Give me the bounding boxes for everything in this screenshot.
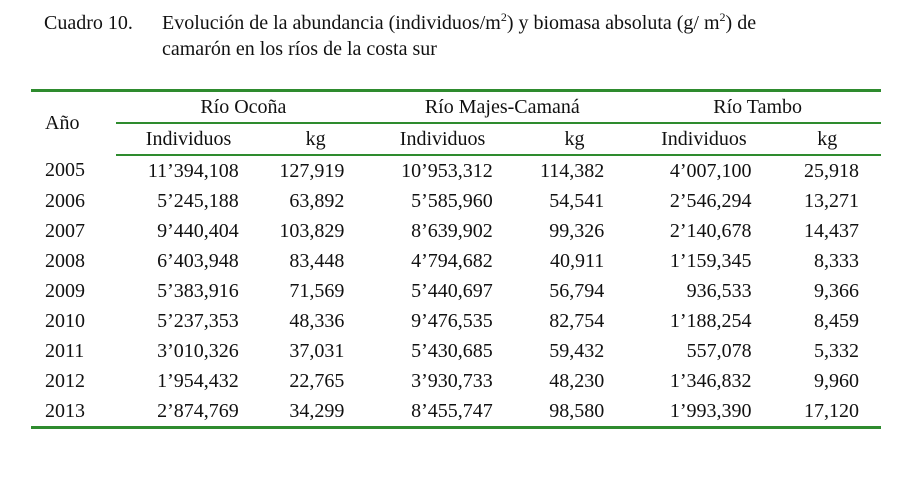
individuos-cell: 8’455,747 [370, 396, 514, 428]
caption-label: Cuadro 10. [44, 12, 133, 34]
individuos-cell: 5’585,960 [411, 189, 493, 212]
subheader-kg: kg [774, 123, 881, 155]
individuos-cell: 1’159,345 [669, 249, 752, 272]
table-row [31, 246, 881, 276]
kg-cell: 56,794 [549, 279, 605, 302]
kg-cell: 48,230 [549, 369, 605, 392]
kg-cell: 48,336 [289, 309, 345, 332]
individuos-cell: 2’140,678 [669, 219, 752, 242]
table-row [31, 336, 881, 366]
caption-text-a: Evolución de la abundancia (individuos/m [162, 12, 501, 34]
caption-text-b: ) y biomasa absoluta (g/ m [506, 12, 720, 34]
kg-cell: 63,892 [289, 189, 345, 212]
river-header-tambo: Río Tambo [634, 91, 881, 124]
kg-cell: 127,919 [279, 159, 345, 182]
individuos-cell: 4’007,100 [669, 159, 752, 182]
individuos-cell: 9’440,404 [157, 219, 239, 242]
data-table [31, 89, 881, 429]
table-row [31, 186, 881, 216]
year-header: Año [31, 91, 116, 156]
kg-cell: 9,366 [814, 279, 859, 302]
kg-cell: 71,569 [289, 279, 345, 302]
kg-cell: 40,911 [550, 249, 605, 272]
year-cell: 2013 [31, 396, 116, 428]
individuos-cell: 11’394,108 [147, 159, 239, 182]
kg-cell: 22,765 [289, 369, 345, 392]
caption-line-1 [44, 10, 874, 36]
kg-cell: 82,754 [549, 309, 605, 332]
kg-cell: 98,580 [515, 396, 635, 428]
kg-cell: 114,382 [540, 159, 605, 182]
kg-cell: 9,960 [814, 369, 859, 392]
table-row [31, 366, 881, 396]
subheader-individuos: Individuos [634, 123, 773, 155]
table-row [31, 396, 881, 428]
year-cell: 2008 [45, 249, 85, 272]
caption-superscript-2: 2 [719, 10, 726, 24]
kg-cell: 34,299 [261, 396, 371, 428]
kg-cell: 25,918 [804, 159, 859, 182]
table-body [31, 155, 881, 428]
kg-cell: 17,120 [774, 396, 881, 428]
caption-text-c: ) de [725, 12, 757, 34]
year-cell: 2005 [45, 159, 85, 181]
individuos-cell: 9’476,535 [411, 309, 493, 332]
header-row-units [31, 123, 881, 155]
individuos-cell: 1’188,254 [669, 309, 752, 332]
caption-superscript-1: 2 [500, 10, 507, 24]
kg-cell: 14,437 [804, 219, 859, 242]
kg-cell: 99,326 [549, 219, 605, 242]
year-cell: 2010 [45, 309, 85, 332]
year-cell: 2012 [45, 369, 85, 392]
individuos-cell: 4’794,682 [411, 249, 493, 272]
kg-cell: 5,332 [814, 339, 859, 362]
individuos-cell: 5’440,697 [411, 279, 493, 302]
table-row [31, 216, 881, 246]
kg-cell: 54,541 [549, 189, 605, 212]
kg-cell: 83,448 [289, 249, 345, 272]
individuos-cell: 1’346,832 [669, 369, 752, 392]
individuos-cell: 10’953,312 [401, 159, 493, 182]
kg-cell: 8,333 [814, 249, 859, 272]
subheader-individuos: Individuos [370, 123, 514, 155]
individuos-cell: 8’639,902 [411, 219, 493, 242]
caption-line-2: camarón en los ríos de la costa sur [162, 38, 437, 60]
individuos-cell: 936,533 [686, 279, 752, 302]
kg-cell: 8,459 [814, 309, 859, 332]
subheader-kg: kg [515, 123, 635, 155]
table-caption [44, 10, 874, 62]
table-row [31, 276, 881, 306]
subheader-kg: kg [261, 123, 371, 155]
individuos-cell: 5’245,188 [157, 189, 239, 212]
year-cell: 2007 [45, 219, 85, 242]
individuos-cell: 3’010,326 [157, 339, 239, 362]
table-row [31, 155, 881, 186]
individuos-cell: 2’546,294 [669, 189, 752, 212]
header-row-rivers [31, 91, 881, 124]
year-cell: 2009 [45, 279, 85, 302]
river-header-ocona: Río Ocoña [116, 91, 370, 124]
subheader-individuos: Individuos [116, 123, 260, 155]
individuos-cell: 1’993,390 [634, 396, 773, 428]
river-header-majes-camana: Río Majes-Camaná [370, 91, 634, 124]
individuos-cell: 1’954,432 [157, 369, 239, 392]
individuos-cell: 6’403,948 [157, 249, 239, 272]
year-cell: 2006 [45, 189, 85, 212]
year-cell: 2011 [45, 339, 85, 362]
individuos-cell: 2’874,769 [116, 396, 260, 428]
individuos-cell: 3’930,733 [411, 369, 493, 392]
kg-cell: 103,829 [279, 219, 345, 242]
kg-cell: 37,031 [289, 339, 345, 362]
individuos-cell: 5’237,353 [157, 309, 239, 332]
kg-cell: 13,271 [804, 189, 859, 212]
individuos-cell: 5’383,916 [157, 279, 239, 302]
kg-cell: 59,432 [549, 339, 605, 362]
individuos-cell: 5’430,685 [411, 339, 493, 362]
individuos-cell: 557,078 [686, 339, 752, 362]
table-row [31, 306, 881, 336]
